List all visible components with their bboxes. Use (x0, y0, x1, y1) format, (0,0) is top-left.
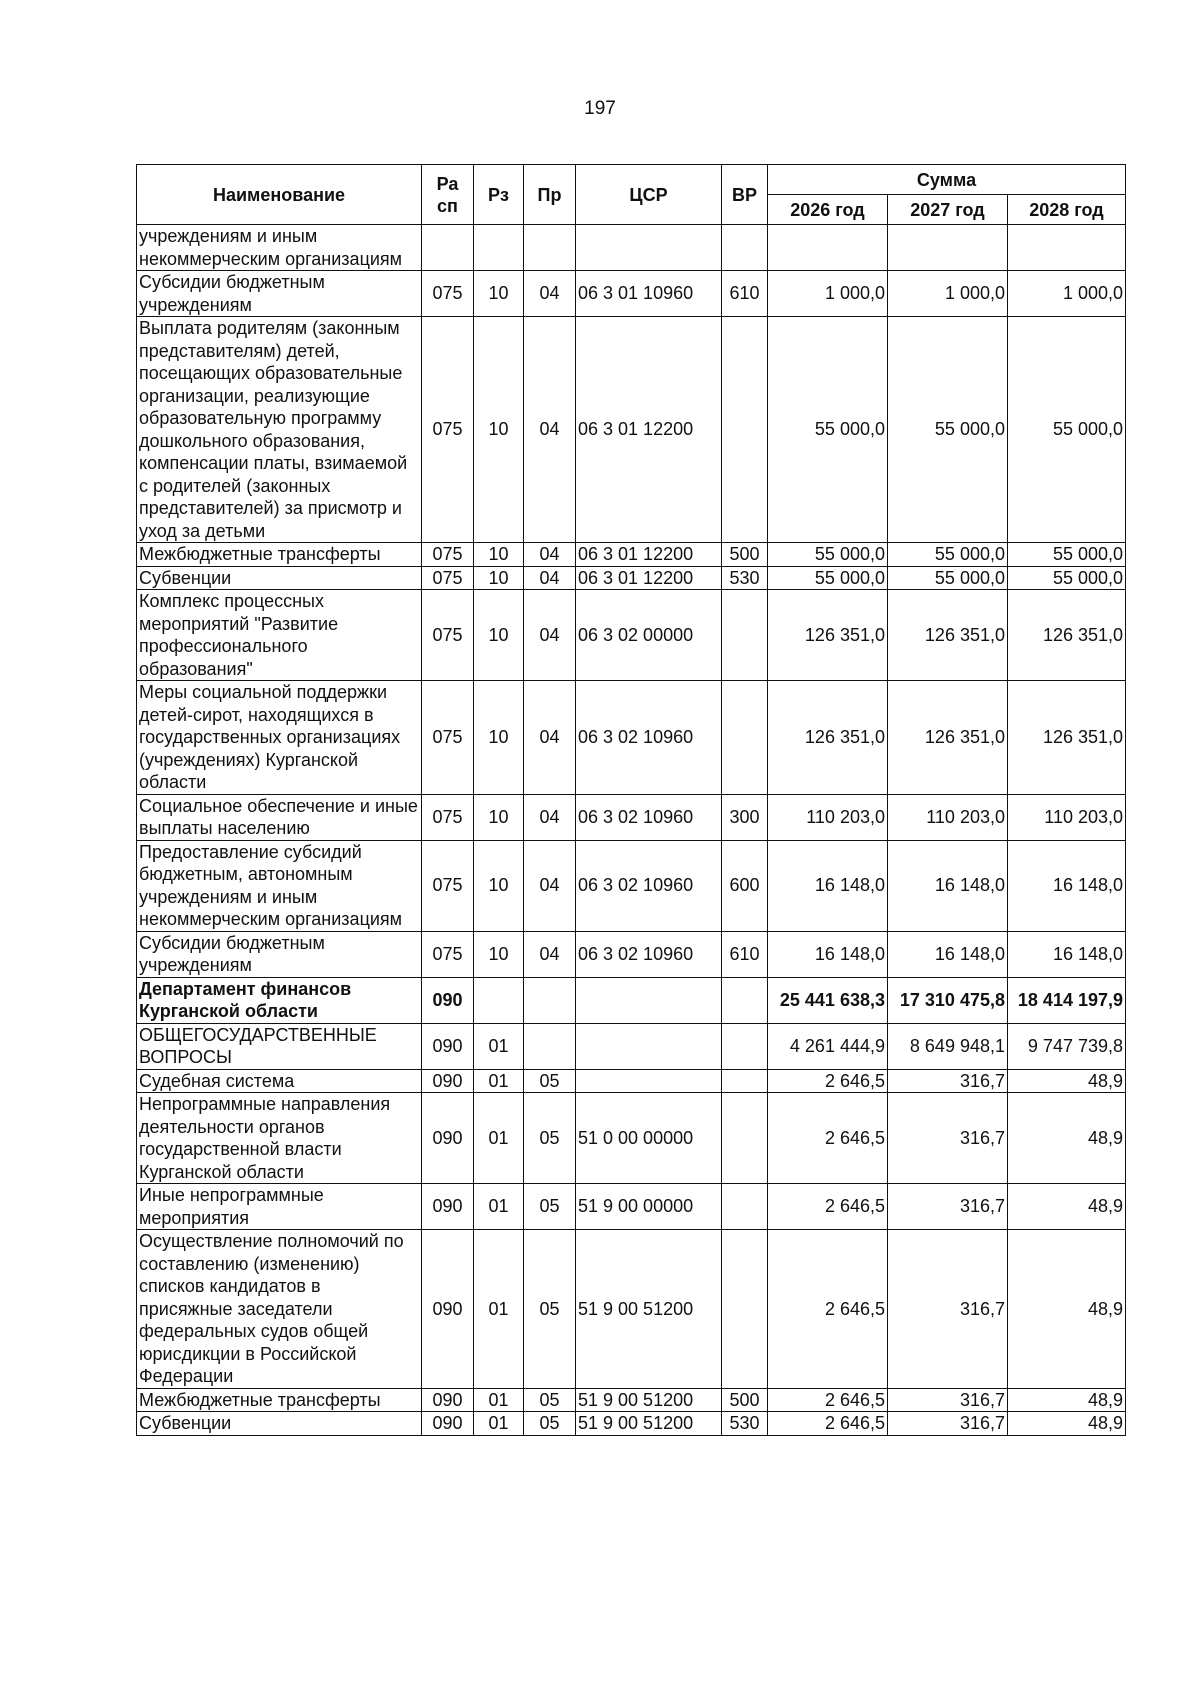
cell-rz: 10 (474, 681, 524, 795)
cell-2026: 1 000,0 (768, 271, 888, 317)
cell-name: Судебная система (137, 1069, 422, 1093)
cell-csr (576, 1023, 722, 1069)
cell-rasp: 090 (422, 977, 474, 1023)
cell-name: Иные непрограммные мероприятия (137, 1184, 422, 1230)
table-row (137, 1230, 1126, 1389)
cell-csr: 06 3 01 10960 (576, 271, 722, 317)
cell-2028: 126 351,0 (1008, 590, 1126, 681)
cell-2026: 110 203,0 (768, 794, 888, 840)
cell-csr: 06 3 01 12200 (576, 317, 722, 543)
cell-rz: 01 (474, 1388, 524, 1412)
cell-2028: 16 148,0 (1008, 931, 1126, 977)
cell-pr: 05 (524, 1388, 576, 1412)
cell-2028: 48,9 (1008, 1184, 1126, 1230)
cell-2027: 1 000,0 (888, 271, 1008, 317)
cell-2026: 16 148,0 (768, 931, 888, 977)
cell-rz (474, 225, 524, 271)
table-row (137, 590, 1126, 681)
cell-vr (722, 977, 768, 1023)
cell-name: Департамент финансов Курганской области (137, 977, 422, 1023)
cell-2027: 316,7 (888, 1184, 1008, 1230)
cell-name: Непрограммные направления деятельности органов государственной власти Курганской области (137, 1093, 422, 1184)
cell-rasp (422, 225, 474, 271)
cell-pr: 05 (524, 1093, 576, 1184)
cell-pr: 04 (524, 543, 576, 567)
cell-csr: 06 3 02 10960 (576, 681, 722, 795)
cell-rasp: 090 (422, 1023, 474, 1069)
cell-name: Комплекс процессных мероприятий "Развитие профессионального образования" (137, 590, 422, 681)
cell-vr (722, 681, 768, 795)
cell-rasp: 090 (422, 1184, 474, 1230)
cell-pr: 04 (524, 840, 576, 931)
cell-2028: 48,9 (1008, 1412, 1126, 1436)
cell-2027: 17 310 475,8 (888, 977, 1008, 1023)
cell-csr (576, 1069, 722, 1093)
table-row (137, 1069, 1126, 1093)
cell-pr: 04 (524, 931, 576, 977)
cell-rz: 10 (474, 317, 524, 543)
table-row (137, 681, 1126, 795)
cell-pr: 05 (524, 1230, 576, 1389)
cell-2028: 16 148,0 (1008, 840, 1126, 931)
table-row (137, 931, 1126, 977)
cell-2026: 126 351,0 (768, 681, 888, 795)
table-row (137, 840, 1126, 931)
cell-name: Меры социальной поддержки детей-сирот, находящихся в государственных организациях (учреждениях) Курганской области (137, 681, 422, 795)
cell-2027: 16 148,0 (888, 931, 1008, 977)
cell-2026: 2 646,5 (768, 1388, 888, 1412)
header-2026: 2026 год (768, 195, 888, 225)
cell-2026: 2 646,5 (768, 1069, 888, 1093)
cell-2027: 316,7 (888, 1069, 1008, 1093)
table-body (137, 225, 1126, 1436)
cell-vr: 530 (722, 566, 768, 590)
cell-csr (576, 225, 722, 271)
cell-rasp: 090 (422, 1230, 474, 1389)
cell-vr (722, 1230, 768, 1389)
cell-pr: 04 (524, 681, 576, 795)
cell-rasp: 090 (422, 1388, 474, 1412)
cell-rasp: 075 (422, 681, 474, 795)
cell-2026: 126 351,0 (768, 590, 888, 681)
cell-2027: 110 203,0 (888, 794, 1008, 840)
cell-vr: 600 (722, 840, 768, 931)
header-vr: ВР (722, 165, 768, 225)
cell-2028: 48,9 (1008, 1093, 1126, 1184)
cell-2026: 2 646,5 (768, 1230, 888, 1389)
cell-rasp: 090 (422, 1093, 474, 1184)
cell-name: Субсидии бюджетным учреждениям (137, 271, 422, 317)
cell-rz: 01 (474, 1023, 524, 1069)
cell-rasp: 075 (422, 794, 474, 840)
cell-vr (722, 225, 768, 271)
cell-vr (722, 1184, 768, 1230)
header-name: Наименование (137, 165, 422, 225)
cell-2027: 55 000,0 (888, 317, 1008, 543)
cell-rz: 01 (474, 1093, 524, 1184)
cell-2028: 1 000,0 (1008, 271, 1126, 317)
cell-2026: 2 646,5 (768, 1184, 888, 1230)
cell-2028: 126 351,0 (1008, 681, 1126, 795)
cell-2026 (768, 225, 888, 271)
cell-rasp: 075 (422, 590, 474, 681)
cell-rz: 01 (474, 1230, 524, 1389)
page-number: 197 (584, 98, 616, 119)
table-row (137, 1184, 1126, 1230)
cell-vr: 530 (722, 1412, 768, 1436)
cell-rasp: 075 (422, 566, 474, 590)
cell-2027: 55 000,0 (888, 543, 1008, 567)
cell-name: Межбюджетные трансферты (137, 543, 422, 567)
cell-rz: 10 (474, 543, 524, 567)
cell-2027: 55 000,0 (888, 566, 1008, 590)
cell-name: Субвенции (137, 566, 422, 590)
cell-csr: 06 3 01 12200 (576, 566, 722, 590)
cell-2027: 16 148,0 (888, 840, 1008, 931)
header-sum: Сумма (768, 165, 1126, 195)
cell-name: Субсидии бюджетным учреждениям (137, 931, 422, 977)
cell-rasp: 075 (422, 317, 474, 543)
cell-2027: 8 649 948,1 (888, 1023, 1008, 1069)
cell-name: Осуществление полномочий по составлению (изменению) списков кандидатов в присяжные заседатели федеральных судов общей юрисдикции в Российской Федерации (137, 1230, 422, 1389)
cell-2026: 4 261 444,9 (768, 1023, 888, 1069)
cell-2028 (1008, 225, 1126, 271)
cell-name: Межбюджетные трансферты (137, 1388, 422, 1412)
cell-pr (524, 1023, 576, 1069)
cell-csr: 06 3 02 10960 (576, 794, 722, 840)
table-row (137, 1388, 1126, 1412)
cell-pr (524, 977, 576, 1023)
header-2028: 2028 год (1008, 195, 1126, 225)
cell-vr: 610 (722, 931, 768, 977)
cell-pr (524, 225, 576, 271)
cell-csr: 06 3 02 00000 (576, 590, 722, 681)
cell-2028: 9 747 739,8 (1008, 1023, 1126, 1069)
cell-vr (722, 317, 768, 543)
cell-rz: 10 (474, 590, 524, 681)
cell-csr: 51 9 00 51200 (576, 1388, 722, 1412)
cell-vr: 500 (722, 543, 768, 567)
cell-name: Субвенции (137, 1412, 422, 1436)
cell-2026: 55 000,0 (768, 317, 888, 543)
cell-name: учреждениям и иным некоммерческим организациям (137, 225, 422, 271)
budget-table (136, 164, 1126, 1436)
header-rasp: Ра сп (422, 165, 474, 225)
cell-csr (576, 977, 722, 1023)
cell-rz: 01 (474, 1184, 524, 1230)
table-row (137, 1093, 1126, 1184)
cell-vr: 300 (722, 794, 768, 840)
cell-pr: 04 (524, 317, 576, 543)
table-row (137, 317, 1126, 543)
table-row (137, 794, 1126, 840)
cell-name: Предоставление субсидий бюджетным, автономным учреждениям и иным некоммерческим организациям (137, 840, 422, 931)
table-row (137, 977, 1126, 1023)
cell-2027 (888, 225, 1008, 271)
cell-csr: 06 3 01 12200 (576, 543, 722, 567)
cell-name: ОБЩЕГОСУДАРСТВЕННЫЕ ВОПРОСЫ (137, 1023, 422, 1069)
table-row (137, 566, 1126, 590)
cell-csr: 51 9 00 51200 (576, 1230, 722, 1389)
header-pr: Пр (524, 165, 576, 225)
table-row (137, 1412, 1126, 1436)
cell-vr (722, 590, 768, 681)
cell-2028: 55 000,0 (1008, 566, 1126, 590)
table-row (137, 1023, 1126, 1069)
cell-2026: 2 646,5 (768, 1412, 888, 1436)
cell-rz: 10 (474, 840, 524, 931)
cell-rasp: 090 (422, 1412, 474, 1436)
cell-pr: 04 (524, 794, 576, 840)
cell-rz: 10 (474, 271, 524, 317)
cell-2028: 110 203,0 (1008, 794, 1126, 840)
cell-vr (722, 1093, 768, 1184)
cell-pr: 05 (524, 1184, 576, 1230)
cell-name: Выплата родителям (законным представителям) детей, посещающих образовательные организации, реализующие образовательную программу дошкольного образования, компенсации платы, взимаемой с родителей (законных представителей) за присмотр и уход за детьми (137, 317, 422, 543)
cell-rasp: 090 (422, 1069, 474, 1093)
cell-2026: 16 148,0 (768, 840, 888, 931)
cell-rz: 10 (474, 794, 524, 840)
cell-pr: 04 (524, 271, 576, 317)
cell-2028: 48,9 (1008, 1388, 1126, 1412)
table-row (137, 225, 1126, 271)
cell-rz: 01 (474, 1069, 524, 1093)
cell-rasp: 075 (422, 840, 474, 931)
table-row (137, 543, 1126, 567)
cell-pr: 05 (524, 1069, 576, 1093)
cell-pr: 04 (524, 590, 576, 681)
cell-rasp: 075 (422, 931, 474, 977)
cell-2026: 55 000,0 (768, 566, 888, 590)
cell-rasp: 075 (422, 543, 474, 567)
cell-rz: 01 (474, 1412, 524, 1436)
cell-pr: 04 (524, 566, 576, 590)
cell-csr: 06 3 02 10960 (576, 931, 722, 977)
cell-pr: 05 (524, 1412, 576, 1436)
cell-2026: 2 646,5 (768, 1093, 888, 1184)
cell-2028: 55 000,0 (1008, 317, 1126, 543)
cell-rasp: 075 (422, 271, 474, 317)
cell-2027: 316,7 (888, 1388, 1008, 1412)
cell-2027: 316,7 (888, 1093, 1008, 1184)
cell-name: Социальное обеспечение и иные выплаты населению (137, 794, 422, 840)
cell-2028: 48,9 (1008, 1230, 1126, 1389)
cell-vr: 610 (722, 271, 768, 317)
table-header (137, 165, 1126, 225)
cell-2026: 55 000,0 (768, 543, 888, 567)
cell-csr: 51 9 00 00000 (576, 1184, 722, 1230)
header-2027: 2027 год (888, 195, 1008, 225)
cell-2027: 126 351,0 (888, 681, 1008, 795)
cell-rz: 10 (474, 566, 524, 590)
cell-2028: 48,9 (1008, 1069, 1126, 1093)
cell-csr: 06 3 02 10960 (576, 840, 722, 931)
cell-csr: 51 0 00 00000 (576, 1093, 722, 1184)
cell-2027: 316,7 (888, 1412, 1008, 1436)
cell-rz (474, 977, 524, 1023)
header-rz: Рз (474, 165, 524, 225)
cell-2028: 55 000,0 (1008, 543, 1126, 567)
cell-2028: 18 414 197,9 (1008, 977, 1126, 1023)
table-row (137, 271, 1126, 317)
cell-rz: 10 (474, 931, 524, 977)
cell-vr: 500 (722, 1388, 768, 1412)
cell-2027: 126 351,0 (888, 590, 1008, 681)
header-csr: ЦСР (576, 165, 722, 225)
cell-2026: 25 441 638,3 (768, 977, 888, 1023)
cell-2027: 316,7 (888, 1230, 1008, 1389)
cell-vr (722, 1069, 768, 1093)
cell-vr (722, 1023, 768, 1069)
cell-csr: 51 9 00 51200 (576, 1412, 722, 1436)
